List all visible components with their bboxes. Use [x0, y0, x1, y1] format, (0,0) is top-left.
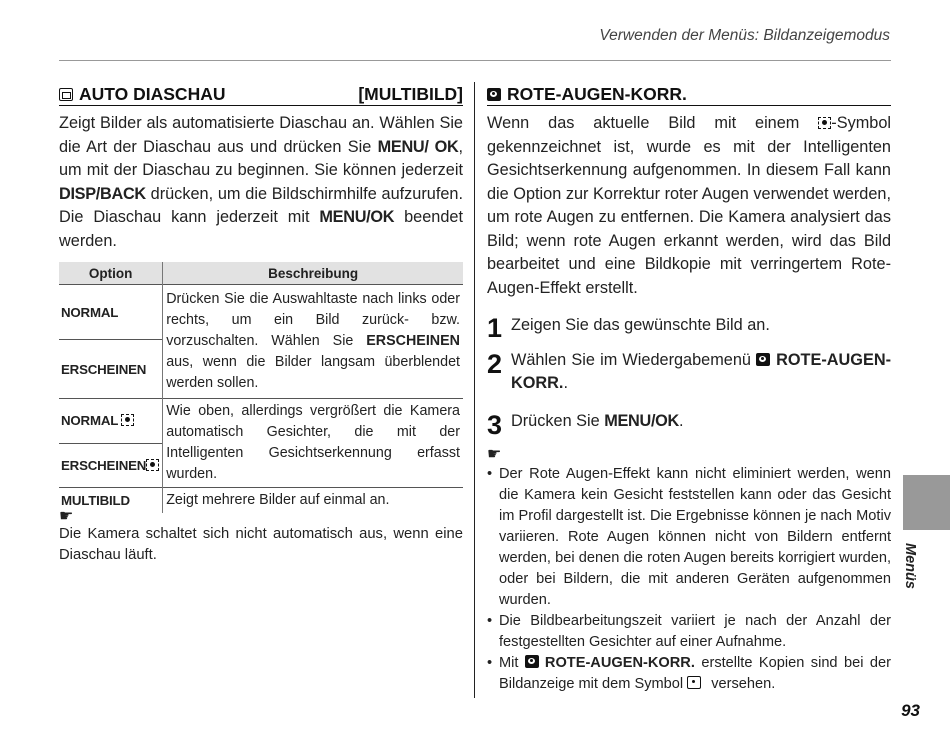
desc-group-2: Wie oben, allerdings vergrößert die Kamera automatisch Gesichter, die mit der Intelligenten Gesichtserkennung erfasst wurden.	[163, 399, 463, 488]
red-eye-marker-icon	[687, 676, 701, 689]
desc-multibild: Zeigt mehrere Bilder auf einmal an.	[163, 488, 463, 514]
red-eye-icon	[756, 353, 770, 366]
disp-back-ref: DISP/BACK	[59, 184, 146, 203]
section-title-auto-diaschau	[59, 84, 463, 106]
header-description: Beschreibung	[163, 262, 463, 285]
column-divider	[474, 82, 475, 698]
step-3-number: 3	[487, 410, 503, 440]
pointing-hand-icon: ☛	[59, 508, 74, 525]
section-title-rote-augen	[487, 84, 891, 106]
option-erscheinen-face: ERSCHEINEN	[59, 443, 163, 488]
face-detection-icon	[121, 414, 134, 426]
step-2-number: 2	[487, 349, 503, 379]
step-1-number: 1	[487, 313, 503, 343]
right-intro-1: Wenn das aktuelle Bild mit einem	[487, 114, 819, 132]
section-title-right: [MULTIBILD]	[358, 84, 463, 104]
intro-text-1: Zeigt Bilder als automatisierte Diaschau an. Wählen Sie die Art der Diaschau aus und drücken Sie	[59, 114, 463, 156]
table-row	[59, 285, 463, 340]
table-header	[59, 262, 463, 285]
face-detection-icon	[818, 117, 831, 129]
header-option: Option	[59, 262, 163, 285]
intro-paragraph	[59, 112, 463, 253]
table-row	[59, 399, 463, 444]
step-1-text: Zeigen Sie das gewünschte Bild an.	[511, 316, 770, 334]
step-3-text: Drücken Sie MENU/OK.	[511, 412, 684, 430]
side-section-label: Menüs	[902, 543, 918, 589]
section-title-text: AUTO DIASCHAU	[79, 84, 226, 104]
option-normal: NORMAL	[59, 285, 163, 340]
right-notes	[487, 464, 891, 695]
right-intro-2: -Symbol gekennzeichnet ist, wurde es mit der Intelligenten Gesichtserkennung aufgenommen. In diesem Fall kann die Option zur Korrektur roter Augen verwendet werden, um rote Augen zu entfernen. Die Kamera analysiert das Bild; wenn rote Augen erkannt werden, wird das Bild bearbeitet und eine Bildkopie mit verringertem Rote-Augen-Effekt erstellt.	[487, 114, 891, 297]
pointing-hand-icon: ☛	[487, 446, 502, 463]
options-table	[59, 262, 463, 513]
option-normal-face: NORMAL	[59, 399, 163, 444]
intro-text-4: beendet werden.	[59, 208, 463, 250]
face-detection-icon	[146, 459, 159, 471]
list-item: • Der Rote Augen-Effekt kann nicht eliminiert werden, wenn die Kamera kein Gesicht feststellen kann oder das Gesicht im Profil dargestellt ist. Die Ergebnisse können je nach Motiv variieren. Rote Augen können nicht von Bildern entfernt werden, bei denen die roten Augen bereits korrigiert wurden, oder bei Bildern, die mit anderen Geräten aufgenommen wurden.	[487, 464, 891, 611]
desc-group-1: Drücken Sie die Auswahltaste nach links oder rechts, um ein Bild zurück- bzw. vorzuschalten. Wählen Sie ERSCHEINEN aus, wenn die Bilder langsam überblendet werden sollen.	[163, 285, 463, 399]
table-row	[59, 488, 463, 514]
header-rule	[59, 60, 891, 61]
left-note: Die Kamera schaltet sich nicht automatisch aus, wenn eine Diaschau läuft.	[59, 526, 463, 563]
red-eye-icon	[525, 655, 539, 668]
option-multibild: MULTIBILD	[59, 488, 163, 514]
step-2-text: Wählen Sie im Wiedergabemenü ROTE-AUGEN-KORR..	[511, 351, 891, 392]
page-number: 93	[901, 701, 920, 720]
slideshow-icon	[59, 88, 73, 101]
intro-text-3: drücken, um die Bildschirmhilfe aufzurufen. Die Diaschau kann jederzeit mit	[59, 184, 463, 226]
list-item: • Mit ROTE-AUGEN-KORR. erstellte Kopien sind bei der Bildanzeige mit dem Symbol versehen.	[487, 653, 891, 695]
right-intro-paragraph	[487, 112, 891, 300]
running-head: Verwenden der Menüs: Bildanzeigemodus	[599, 27, 890, 44]
intro-text-2: , um mit der Diaschau zu beginnen. Sie können jederzeit	[59, 137, 463, 179]
menu-ok-ref-2: MENU/OK	[319, 208, 395, 226]
red-eye-icon	[487, 88, 501, 101]
section-title-text: ROTE-AUGEN-KORR.	[507, 84, 687, 104]
side-tab	[903, 475, 950, 530]
option-erscheinen: ERSCHEINEN	[59, 340, 163, 399]
menu-ok-ref: MENU/ OK	[377, 137, 459, 156]
list-item: • Die Bildbearbeitungszeit variiert je nach der Anzahl der festgestellten Gesichter auf einer Aufnahme.	[487, 611, 891, 653]
